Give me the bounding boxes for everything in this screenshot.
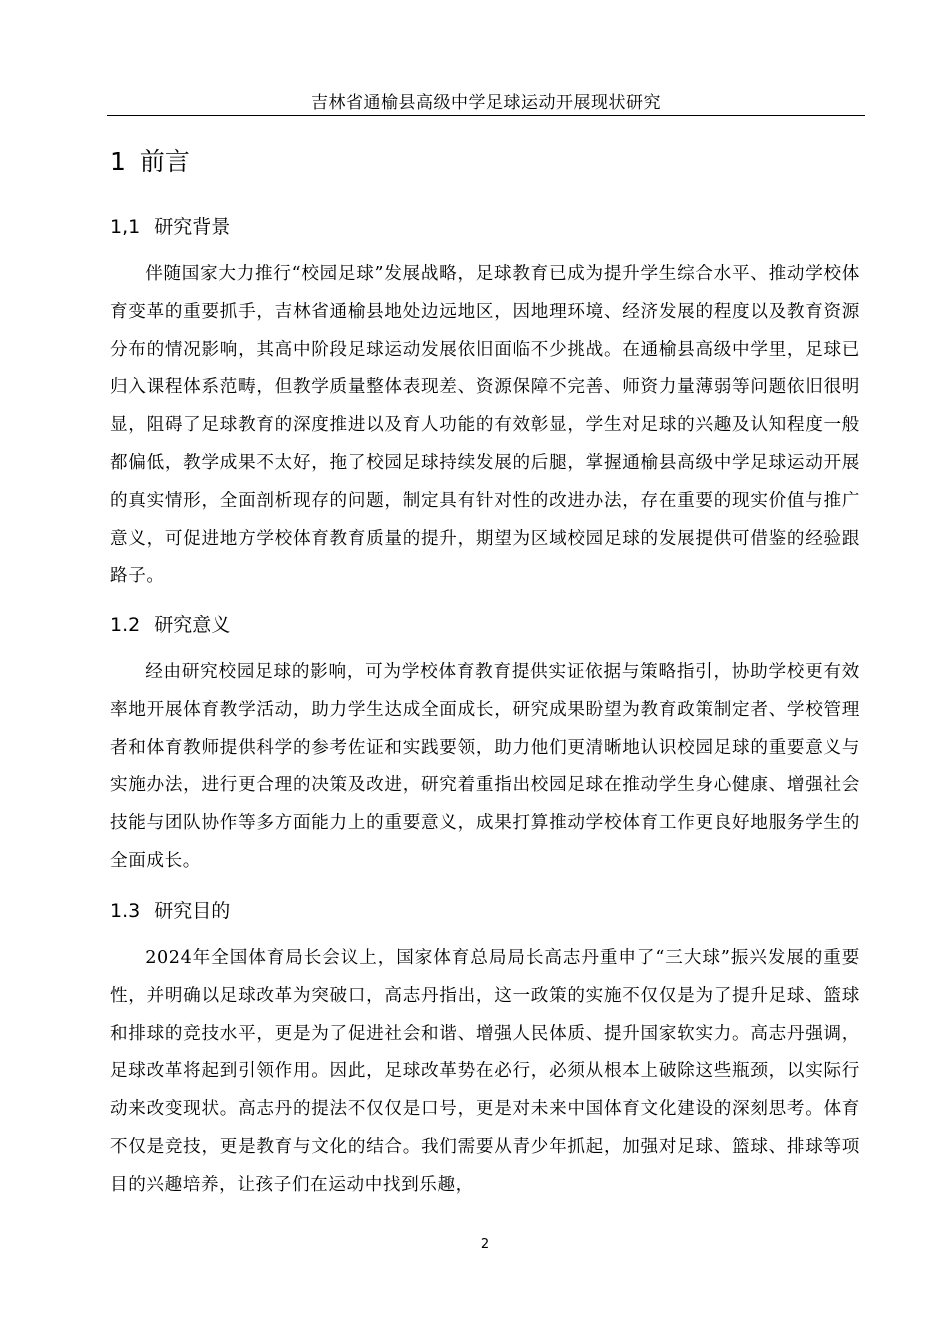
header-rule <box>107 115 865 116</box>
section-heading-significance <box>110 610 230 640</box>
chapter-title: 前言 <box>139 147 190 176</box>
section-number: 1,1 <box>110 216 141 238</box>
running-header: 吉林省通榆县高级中学足球运动开展现状研究 <box>311 93 661 113</box>
section-number: 1.3 <box>110 900 141 922</box>
chapter-heading <box>110 144 190 180</box>
chapter-number: 1 <box>110 147 126 176</box>
section-title: 研究背景 <box>154 216 231 238</box>
section-number: 1.2 <box>110 614 141 636</box>
section-heading-purpose <box>110 896 230 926</box>
section-title: 研究意义 <box>154 614 231 636</box>
paragraph-background: 伴随国家大力推行“校园足球”发展战略，足球教育已成为提升学生综合水平、推动学校体育变革的重要抓手，吉林省通榆县地处边远地区，因地理环境、经济发展的程度以及教育资源分布的情况影响，其高中阶段足球运动发展依旧面临不少挑战。在通榆县高级中学里，足球已归入课程体系范畴，但教学质量整体表现差、资源保障不完善、师资力量薄弱等问题依旧很明显，阻碍了足球教育的深度推进以及育人功能的有效彰显，学生对足球的兴趣及认知程度一般都偏低，教学成果不太好，拖了校园足球持续发展的后腿，掌握通榆县高级中学足球运动开展的真实情形，全面剖析现存的问题，制定具有针对性的改进办法，存在重要的现实价值与推广意义，可促进地方学校体育教育质量的提升，期望为区域校园足球的发展提供可借鉴的经验跟路子。 <box>110 264 860 587</box>
page-number: 2 <box>480 1237 490 1252</box>
paragraph-significance: 经由研究校园足球的影响，可为学校体育教育提供实证依据与策略指引，协助学校更有效率地开展体育教学活动，助力学生达成全面成长，研究成果盼望为教育政策制定者、学校管理者和体育教师提供科学的参考佐证和实践要领，助力他们更清晰地认识校园足球的重要意义与实施办法，进行更合理的决策及改进，研究着重指出校园足球在推动学生身心健康、增强社会技能与团队协作等多方面能力上的重要意义，成果打算推动学校体育工作更良好地服务学生的全面成长。 <box>110 662 860 871</box>
section-title: 研究目的 <box>154 900 231 922</box>
paragraph-purpose: 2024年全国体育局长会议上，国家体育总局局长高志丹重申了“三大球”振兴发展的重要性，并明确以足球改革为突破口，高志丹指出，这一政策的实施不仅仅是为了提升足球、篮球和排球的竞技水平，更是为了促进社会和谐、增强人民体质、提升国家软实力。高志丹强调，足球改革将起到引领作用。因此，足球改革势在必行，必须从根本上破除这些瓶颈，以实际行动来改变现状。高志丹的提法不仅仅是口号，更是对未来中国体育文化建设的深刻思考。体育不仅是竞技，更是教育与文化的结合。我们需要从青少年抓起，加强对足球、篮球、排球等项目的兴趣培养，让孩子们在运动中找到乐趣， <box>110 948 860 1195</box>
section-heading-background <box>110 212 230 242</box>
